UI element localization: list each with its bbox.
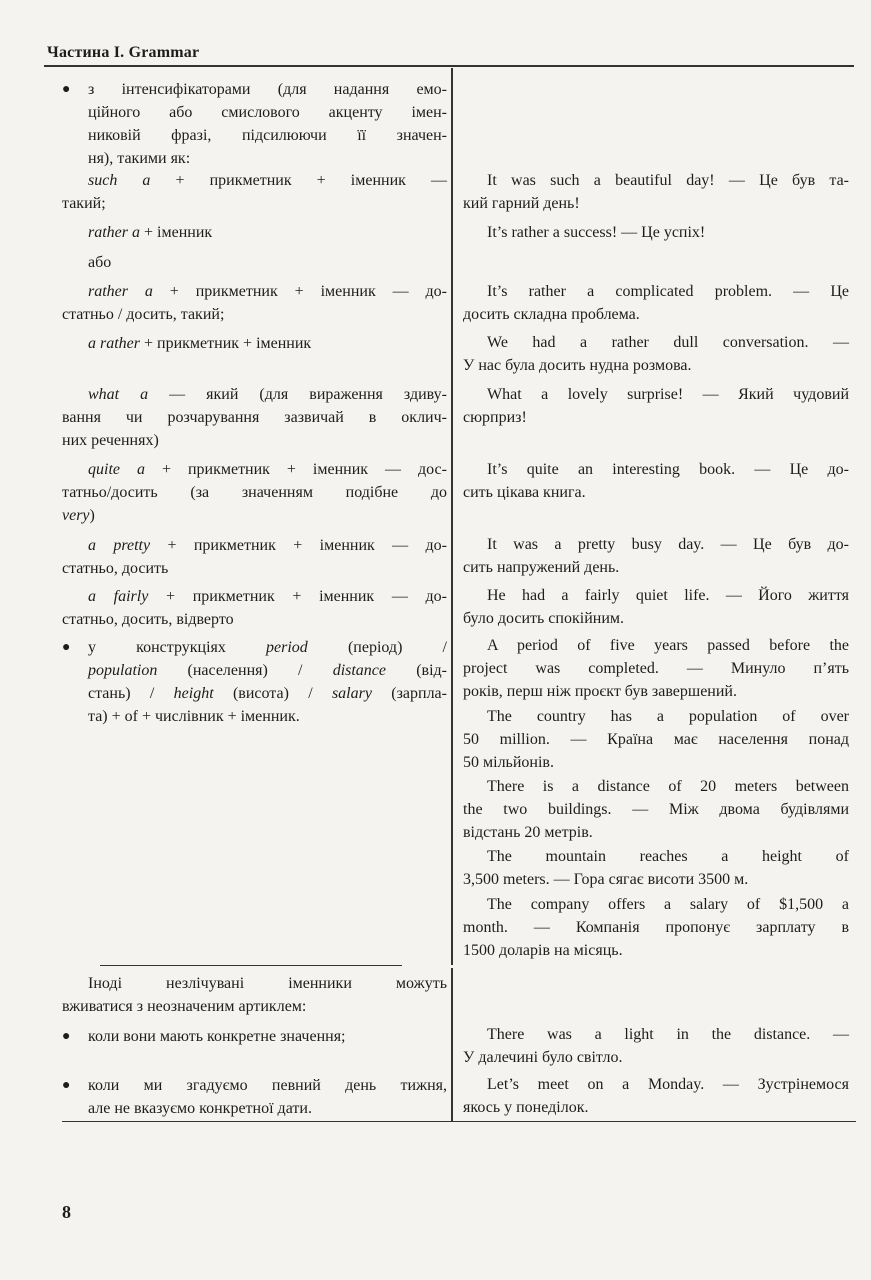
- column-divider: [451, 68, 453, 965]
- rule-item: [62, 169, 447, 215]
- text: досить складна проблема.: [463, 306, 640, 323]
- example-item: [463, 458, 849, 504]
- text-line: [463, 728, 849, 751]
- text-line: [88, 659, 447, 682]
- bullet-icon: ●: [62, 1078, 71, 1093]
- example-item: [463, 893, 849, 962]
- bottom-rule: [62, 1121, 856, 1122]
- text: We had a rather dull conversation. —: [487, 334, 849, 351]
- text: It was a pretty busy day. — Це був до-: [487, 536, 849, 553]
- text-line: [463, 821, 849, 844]
- text-line: [62, 303, 447, 326]
- bullet-icon: ●: [62, 640, 71, 655]
- text: The country has a population of over: [487, 708, 849, 725]
- example-item: [463, 280, 849, 326]
- text: It’s rather a success! — Це успіх!: [487, 224, 706, 241]
- english-term: quite a: [88, 461, 145, 478]
- text: У нас була досить нудна розмова.: [463, 357, 692, 374]
- text-line: [463, 607, 849, 630]
- text-line: [62, 972, 447, 995]
- english-term: distance: [332, 662, 387, 679]
- text-line: [88, 147, 447, 170]
- text-line: [463, 1073, 849, 1096]
- text-line: [62, 280, 447, 303]
- rule-item: [62, 383, 447, 452]
- text-line: [62, 332, 447, 355]
- text-line: [463, 705, 849, 728]
- english-term: a pretty: [88, 537, 151, 554]
- text: У далечині було світло.: [463, 1049, 623, 1066]
- text: статньо, досить, відверто: [62, 611, 234, 628]
- text-line: [463, 354, 849, 377]
- english-term: rather a: [88, 224, 140, 241]
- text: (від-: [386, 662, 448, 679]
- text-line: [62, 406, 447, 429]
- text-line: [463, 939, 849, 962]
- section-divider-short: [100, 965, 402, 966]
- text-line: [463, 916, 849, 939]
- text: або: [88, 254, 112, 271]
- text-line: [88, 101, 447, 124]
- text: у конструкціях: [88, 639, 267, 656]
- text: стань) /: [88, 685, 174, 702]
- text-line: [463, 556, 849, 579]
- text: з інтенсифікаторами (для надання емо-: [88, 81, 447, 98]
- text-line: [463, 775, 849, 798]
- text: никовій фразі, підсилюючи її значен-: [88, 127, 447, 144]
- text-line: [463, 458, 849, 481]
- text: It’s rather a complicated problem. — Це: [487, 283, 849, 300]
- text-line: [463, 192, 849, 215]
- text-line: [62, 504, 447, 527]
- text-line: [463, 1096, 849, 1119]
- text-line: [62, 458, 447, 481]
- text-line: [463, 845, 849, 868]
- text-line: [88, 124, 447, 147]
- text-line: [62, 192, 447, 215]
- text-line: [463, 1046, 849, 1069]
- text-line: [62, 557, 447, 580]
- text: відстань 20 метрів.: [463, 824, 593, 841]
- english-term: such a: [88, 172, 151, 189]
- text-line: [88, 705, 447, 728]
- text: It was such a beautiful day! — Це був та-: [487, 172, 849, 189]
- text: 3,500 meters. — Гора сягає висоти 3500 м.: [463, 871, 749, 888]
- rule-item: [62, 585, 447, 631]
- text-line: [463, 383, 849, 406]
- example-item: [463, 169, 849, 215]
- text-line: [62, 481, 447, 504]
- text-line: [463, 331, 849, 354]
- example-item: [463, 705, 849, 774]
- bullet-icon: ●: [62, 1029, 71, 1044]
- english-term: population: [88, 662, 158, 679]
- text-line: [88, 636, 447, 659]
- english-term: very: [62, 507, 90, 524]
- example-item: [463, 383, 849, 429]
- text-line: [463, 680, 849, 703]
- text: project was completed. — Минуло п’ять: [463, 660, 849, 677]
- text-line: [88, 1074, 447, 1097]
- text: та) + of + числівник + іменник.: [88, 708, 300, 725]
- text-line: [463, 1023, 849, 1046]
- text-line: [62, 585, 447, 608]
- text: He had a fairly quiet life. — Його життя: [487, 587, 849, 604]
- text-line: [62, 608, 447, 631]
- text-line: [463, 798, 849, 821]
- rule-item: [62, 78, 447, 170]
- text-line: [463, 303, 849, 326]
- text: Іноді незлічувані іменники можуть: [88, 975, 447, 992]
- english-term: salary: [331, 685, 372, 702]
- text: коли вони мають конкретне значення;: [88, 1028, 346, 1045]
- example-item: [463, 331, 849, 377]
- text: + прикметник + іменник — до-: [152, 283, 447, 300]
- header-rule: [44, 65, 854, 67]
- text: коли ми згадуємо певний день тижня,: [88, 1077, 447, 1094]
- text: (зарпла-: [371, 685, 447, 702]
- text: + прикметник + іменник — дос-: [144, 461, 447, 478]
- rule-item: [62, 1074, 447, 1120]
- text: але не вказуємо конкретної дати.: [88, 1100, 312, 1117]
- text-line: [463, 634, 849, 657]
- rule-item: [62, 221, 447, 244]
- text: сить напружений день.: [463, 559, 620, 576]
- english-term: height: [173, 685, 214, 702]
- text-line: [463, 751, 849, 774]
- text-line: [62, 534, 447, 557]
- rule-item: [62, 251, 447, 274]
- text: татньо/досить (за значенням подібне до: [62, 484, 447, 501]
- english-term: period: [266, 639, 308, 656]
- rule-item: [62, 458, 447, 527]
- text-line: [62, 221, 447, 244]
- rule-item: [62, 332, 447, 355]
- column-divider-lower: [451, 968, 453, 1121]
- rule-item: [62, 1025, 447, 1048]
- text: них реченнях): [62, 432, 159, 449]
- text-line: [463, 893, 849, 916]
- text: вживатися з неозначеним артиклем:: [62, 998, 307, 1015]
- example-item: [463, 775, 849, 844]
- text: ня), такими як:: [88, 150, 191, 167]
- rule-item: [62, 972, 447, 1018]
- text: років, перш ніж проєкт був завершений.: [463, 683, 737, 700]
- example-item: [463, 845, 849, 891]
- example-item: [463, 1023, 849, 1069]
- text: статньо, досить: [62, 560, 169, 577]
- text-line: [62, 429, 447, 452]
- english-term: rather a: [88, 283, 153, 300]
- text: + прикметник + іменник — до-: [150, 537, 447, 554]
- text-line: [88, 682, 447, 705]
- text: 50 мільйонів.: [463, 754, 554, 771]
- english-term: a rather: [88, 335, 140, 352]
- text: кий гарний день!: [463, 195, 580, 212]
- text-line: [62, 169, 447, 192]
- text-line: [463, 533, 849, 556]
- text-line: [463, 584, 849, 607]
- text: 1500 доларів на місяць.: [463, 942, 623, 959]
- text: month. — Компанія пропонує зарплату в: [463, 919, 849, 936]
- text: (висота) /: [213, 685, 332, 702]
- example-item: [463, 221, 849, 244]
- text: It’s quite an interesting book. — Це до-: [487, 461, 849, 478]
- text-line: [88, 78, 447, 101]
- rule-item: [62, 636, 448, 728]
- text: — який (для вираження здиву-: [148, 386, 447, 403]
- text: ): [89, 507, 95, 524]
- text: якось у понеділок.: [463, 1099, 589, 1116]
- rule-item: [62, 280, 447, 326]
- text-line: [88, 1025, 447, 1048]
- text: було досить спокійним.: [463, 610, 624, 627]
- text: Let’s meet on a Monday. — Зустрінемося: [487, 1076, 849, 1093]
- text: (період) /: [307, 639, 447, 656]
- example-item: [463, 584, 849, 630]
- text: What a lovely surprise! — Який чудовий: [487, 386, 849, 403]
- text: There is a distance of 20 meters between: [487, 778, 849, 795]
- text-line: [463, 169, 849, 192]
- example-item: [463, 533, 849, 579]
- text: такий;: [62, 195, 106, 212]
- section-header: Частина I. Grammar: [47, 44, 200, 61]
- text: 50 million. — Країна має населення понад: [463, 731, 849, 748]
- example-item: [463, 634, 849, 703]
- bullet-icon: ●: [62, 82, 71, 97]
- text-line: [463, 280, 849, 303]
- text-line: [463, 657, 849, 680]
- text-line: [463, 481, 849, 504]
- text: There was a light in the distance. —: [487, 1026, 849, 1043]
- text: сюрприз!: [463, 409, 527, 426]
- text: ційного або смислового акценту імен-: [88, 104, 447, 121]
- rule-item: [62, 534, 447, 580]
- text: вання чи розчарування зазвичай в оклич-: [62, 409, 447, 426]
- text: The company offers a salary of $1,500 a: [487, 896, 849, 913]
- text: статньо / досить, такий;: [62, 306, 225, 323]
- text: + прикметник + іменник —: [150, 172, 447, 189]
- text-line: [463, 406, 849, 429]
- text: The mountain reaches a height of: [487, 848, 849, 865]
- text: + прикметник + іменник — до-: [148, 588, 447, 605]
- english-term: a fairly: [88, 588, 149, 605]
- text: + іменник: [140, 224, 213, 241]
- example-item: [463, 1073, 849, 1119]
- page-number: 8: [62, 1202, 71, 1222]
- text-line: [62, 383, 447, 406]
- text-line: [463, 868, 849, 891]
- text: A period of five years passed before the: [487, 637, 849, 654]
- text-line: [62, 251, 447, 274]
- text-line: [463, 221, 849, 244]
- text: + прикметник + іменник: [140, 335, 312, 352]
- text-line: [88, 1097, 447, 1120]
- text-line: [62, 995, 447, 1018]
- text: сить цікава книга.: [463, 484, 586, 501]
- text: the two buildings. — Між двома будівлями: [463, 801, 849, 818]
- text: (населення) /: [157, 662, 333, 679]
- english-term: what a: [88, 386, 149, 403]
